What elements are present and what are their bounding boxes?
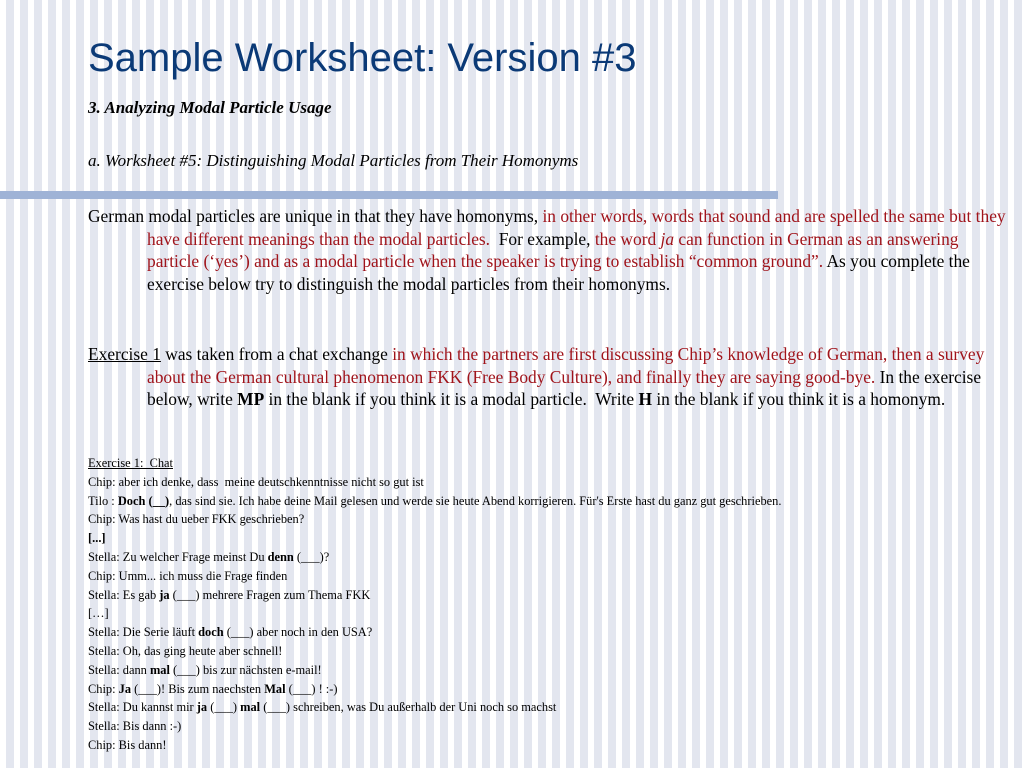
chat-line bbox=[88, 736, 988, 755]
chat-text: (___) bis zur nächsten e-mail! bbox=[169, 662, 322, 677]
chat-text: Chip: Bis dann! bbox=[88, 737, 167, 752]
intro-highlight-word: ja bbox=[660, 228, 675, 249]
exercise-chat bbox=[88, 454, 988, 755]
particle-word: mal bbox=[149, 662, 170, 677]
exercise-title-line bbox=[88, 454, 988, 473]
chat-line bbox=[88, 680, 988, 699]
chat-line bbox=[88, 473, 988, 492]
chat-text: Stella: Zu welcher Frage meinst Du bbox=[88, 549, 268, 564]
chat-text: Tilo : bbox=[88, 493, 118, 508]
chat-text: (___)! Bis zum naechsten bbox=[131, 681, 265, 696]
intro-paragraph bbox=[88, 205, 1007, 295]
chat-line bbox=[88, 586, 988, 605]
desc-text-3: in the blank if you think it is a modal particle. Write bbox=[264, 389, 639, 409]
h-label: H bbox=[638, 389, 652, 409]
chat-text: Stella: Bis dann :-) bbox=[88, 719, 182, 734]
exercise-title: Exercise 1: Chat bbox=[88, 456, 173, 470]
divider-bar bbox=[0, 191, 778, 199]
chat-text: (___) ! :-) bbox=[285, 681, 338, 696]
chat-text: (___)? bbox=[293, 549, 330, 564]
chat-line bbox=[88, 510, 988, 529]
chat-line bbox=[88, 492, 988, 511]
chat-text: Stella: dann bbox=[88, 662, 150, 677]
particle-word: doch bbox=[198, 625, 224, 640]
chat-text: (___) aber noch in den USA? bbox=[223, 625, 373, 640]
particle-word: Mal bbox=[264, 681, 286, 696]
intro-highlight-2b: can function in German as an answering particle (‘yes’) and as a modal particle when the speaker is trying to establish “common ground”. bbox=[147, 228, 959, 271]
chat-line bbox=[88, 567, 988, 586]
intro-text-3: As you complete the exercise below try to distinguish the modal particles from their homonyms. bbox=[147, 251, 970, 294]
chat-line bbox=[88, 529, 988, 548]
chat-line bbox=[88, 604, 988, 623]
chat-line bbox=[88, 717, 988, 736]
chat-line bbox=[88, 642, 988, 661]
intro-text-1: German modal particles are unique in that they have homonyms, bbox=[88, 206, 543, 226]
particle-word: ja bbox=[196, 700, 208, 715]
chat-text: Stella: Oh, das ging heute aber schnell! bbox=[88, 643, 283, 658]
chat-text: (___) mehrere Fragen zum Thema FKK bbox=[169, 587, 371, 602]
omission-marker: […] bbox=[88, 606, 109, 621]
chat-text: Chip: aber ich denke, dass meine deutschkenntnisse nicht so gut ist bbox=[88, 474, 424, 489]
chat-text: Stella: Du kannst mir bbox=[88, 700, 197, 715]
chat-line bbox=[88, 661, 988, 680]
chat-line bbox=[88, 623, 988, 642]
particle-word: ja bbox=[159, 587, 170, 602]
chat-text: Stella: Es gab bbox=[88, 587, 160, 602]
omission-marker: [...] bbox=[88, 531, 106, 546]
desc-highlight: in which the partners are first discussing Chip’s knowledge of German, then a survey about the German cultural phenomenon FKK (Free Body Culture), and finally they are saying good-bye. bbox=[147, 344, 985, 387]
chat-text: Chip: bbox=[88, 681, 119, 696]
chat-text: Chip: Was hast du ueber FKK geschrieben? bbox=[88, 512, 305, 527]
section-heading: 3. Analyzing Modal Particle Usage bbox=[88, 98, 332, 117]
desc-text-2: In the exercise below, write bbox=[147, 366, 982, 409]
slide-title: Sample Worksheet: Version #3 bbox=[88, 36, 637, 80]
intro-text-2: For example, bbox=[490, 228, 595, 249]
chat-text: (___) schreiben, was Du außerhalb der Uni noch so machst bbox=[260, 700, 557, 715]
chat-line bbox=[88, 698, 988, 717]
particle-word: mal bbox=[240, 700, 261, 715]
worksheet-subheading: a. Worksheet #5: Distinguishing Modal Particles from Their Homonyms bbox=[88, 151, 579, 170]
chat-text: , das sind sie. Ich habe deine Mail gelesen und werde sie heute Abend korrigieren. Für's Erste hast du ganz gut geschrieben. bbox=[169, 493, 782, 508]
mp-label: MP bbox=[237, 389, 265, 409]
chat-line bbox=[88, 548, 988, 567]
particle-word: denn bbox=[267, 549, 294, 564]
particle-blank: Doch (__) bbox=[117, 493, 170, 508]
intro-highlight-1: in other words, words that sound and are spelled the same but they have different meanings than the modal particles. bbox=[147, 206, 1006, 249]
intro-highlight-2a: the word bbox=[594, 228, 661, 249]
particle-word: Ja bbox=[118, 681, 132, 696]
chat-text: Chip: Umm... ich muss die Frage finden bbox=[88, 568, 288, 583]
chat-text: (___) bbox=[207, 700, 241, 715]
desc-text-1: was taken from a chat exchange bbox=[160, 344, 393, 364]
desc-text-4: in the blank if you think it is a homonym. bbox=[651, 389, 946, 409]
exercise-description-paragraph bbox=[88, 343, 1007, 411]
chat-text: Stella: Die Serie läuft bbox=[88, 625, 199, 640]
exercise-1-link[interactable]: Exercise 1 bbox=[88, 344, 161, 364]
